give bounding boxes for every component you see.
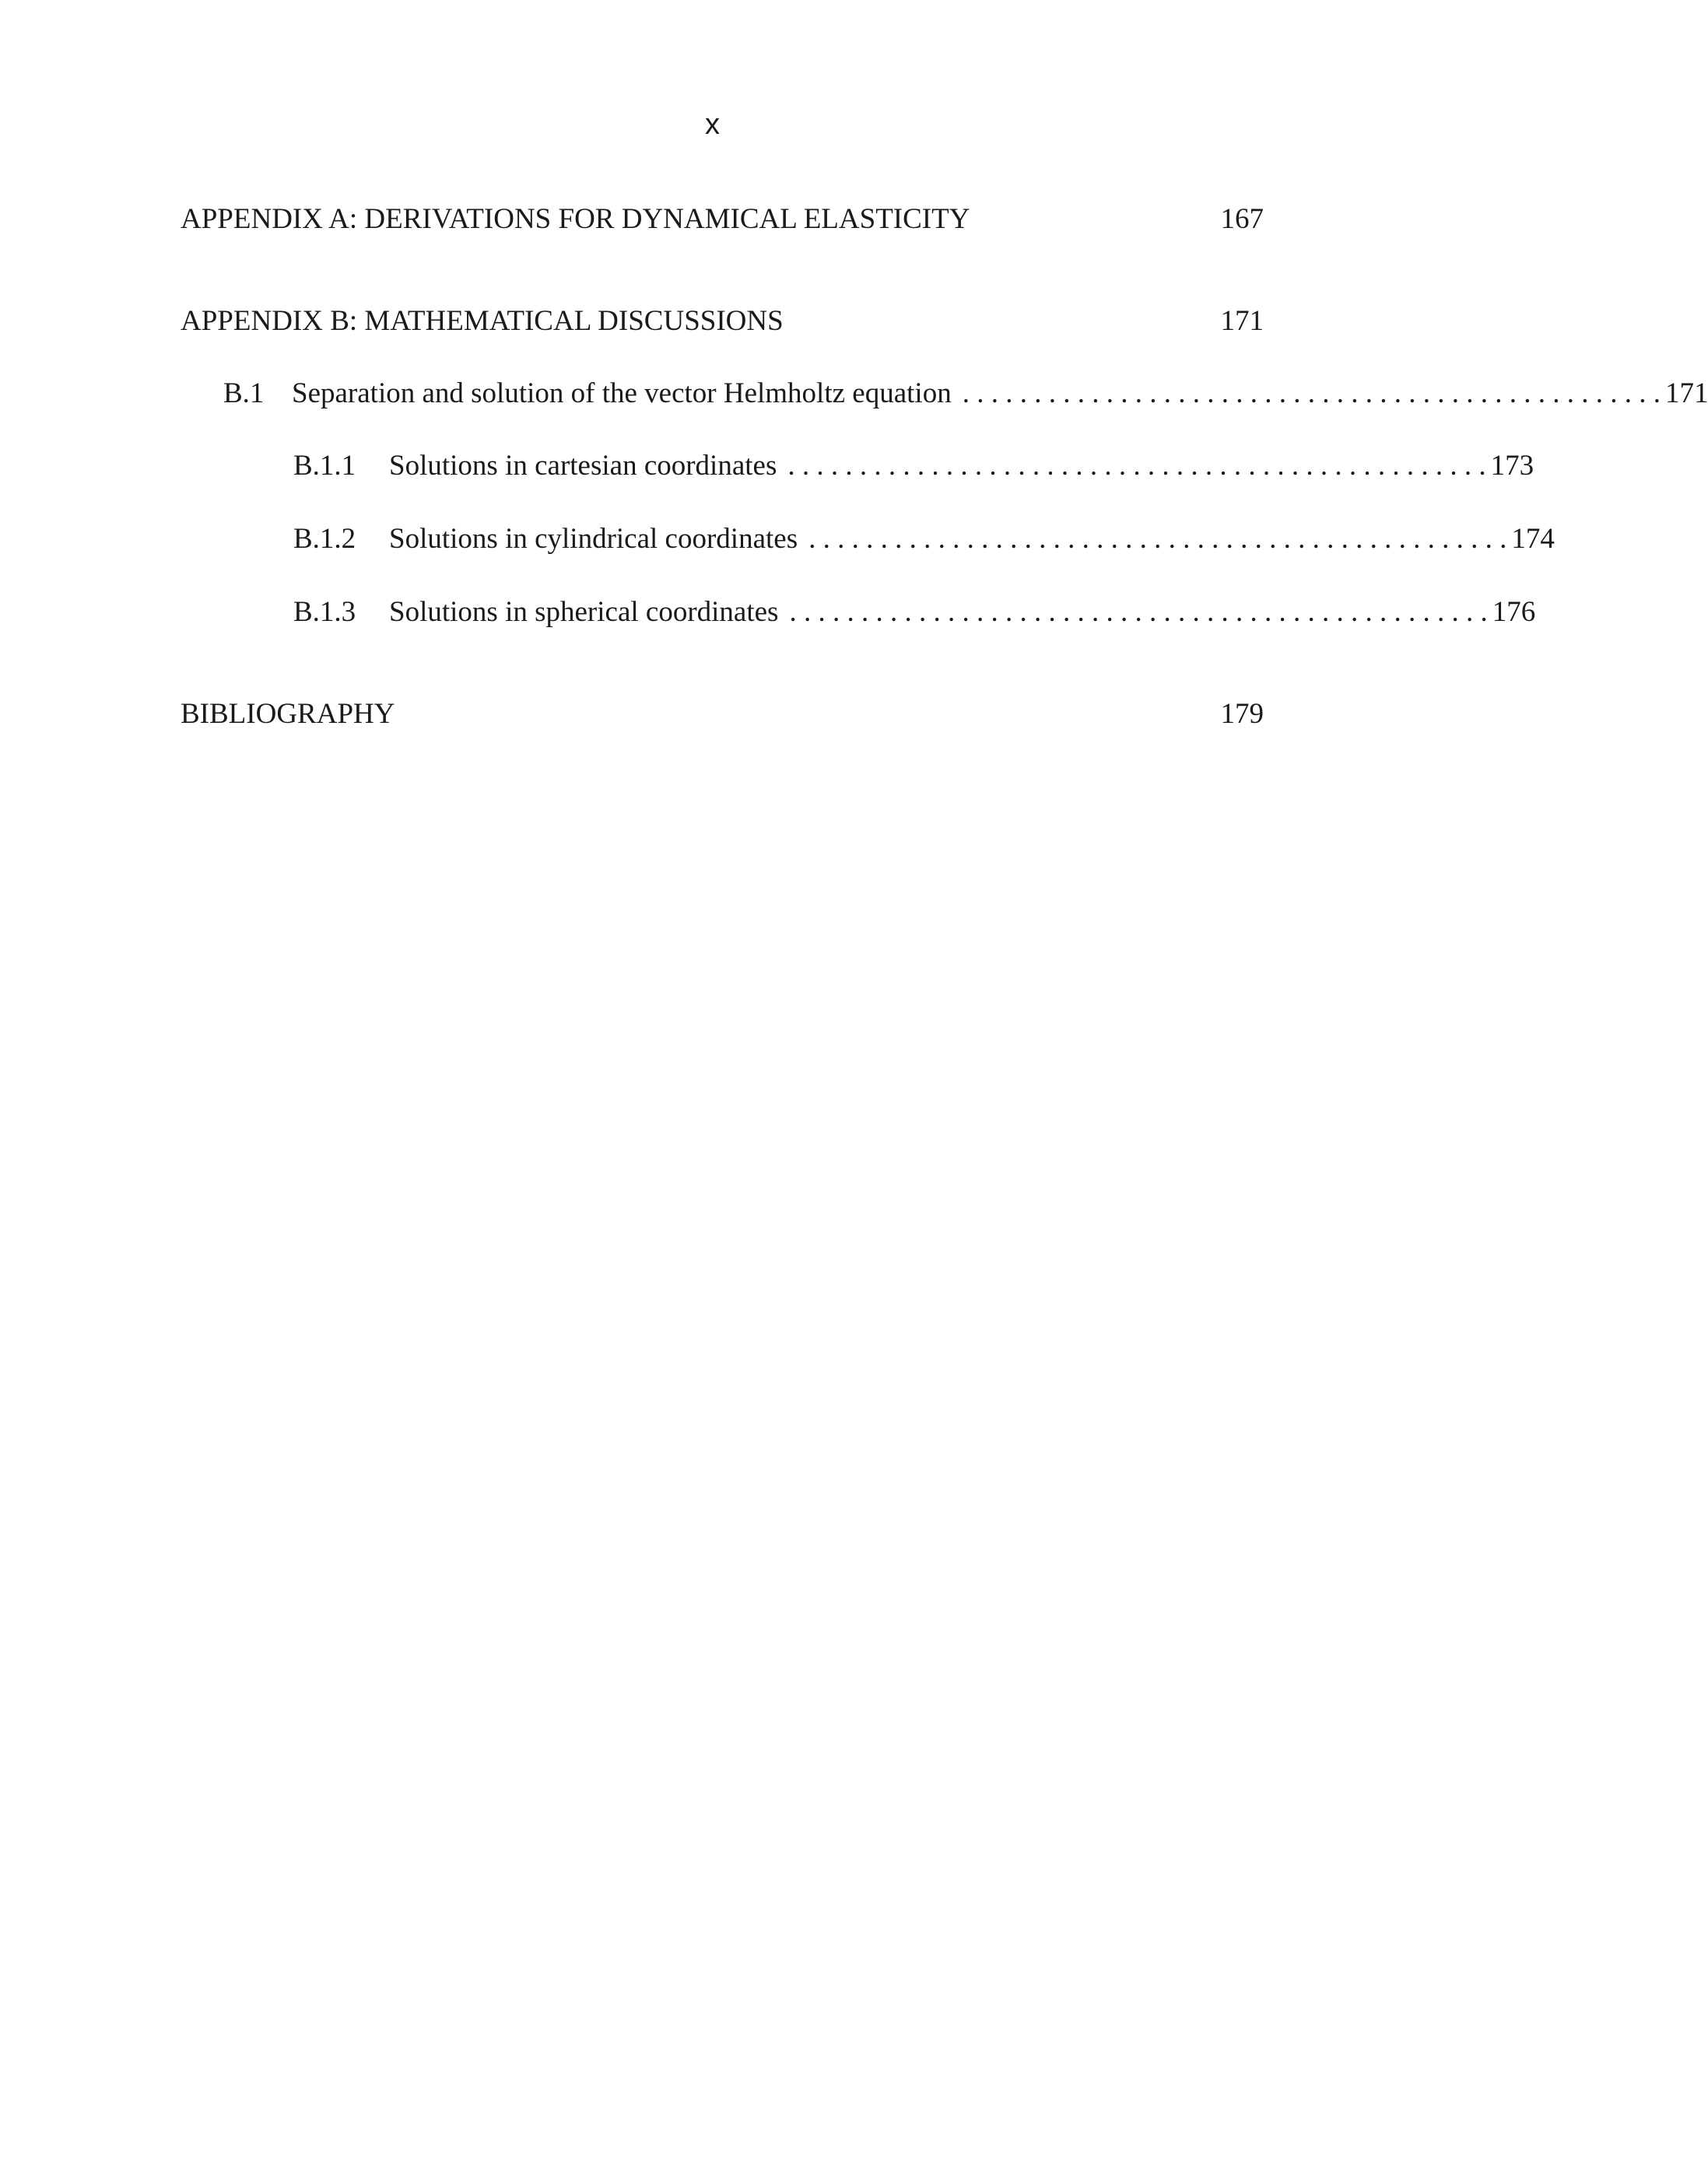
toc-entry-title: Separation and solution of the vector Helmholtz equation [292, 377, 952, 409]
dot-leader: . . . . . . . . . . . . . . . . . . . . . . . . . . . . . . . . . . . . . . . . . . . . . . . . . [808, 523, 1507, 555]
toc-entry-title: Solutions in cylindrical coordinates [389, 523, 798, 555]
toc-entry-number: B.1.3 [293, 596, 356, 628]
page-number: x [705, 108, 720, 141]
toc-entry-page: 167 [1220, 203, 1264, 235]
dot-leader: . . . . . . . . . . . . . . . . . . . . . . . . . . . . . . . . . . . . . . . . . . . . . . . . . [789, 596, 1488, 628]
toc-entry-page: 173 [1490, 450, 1534, 482]
toc-entry-title: APPENDIX A: DERIVATIONS FOR DYNAMICAL ELASTICITY [181, 203, 970, 235]
toc-entry-title: BIBLIOGRAPHY [181, 698, 395, 730]
toc-entry-page: 176 [1492, 596, 1536, 628]
toc-entry-number: B.1 [223, 377, 265, 409]
toc-entry-title: Solutions in cartesian coordinates [389, 450, 777, 482]
toc-entry-b12[interactable] [293, 522, 1555, 556]
dot-leader: . . . . . . . . . . . . . . . . . . . . . . . . . . . . . . . . . . . . . . . . . . . . . . . . . [787, 450, 1486, 482]
toc-entry-page: 174 [1511, 523, 1555, 555]
toc-entry-page: 171 [1664, 377, 1708, 409]
toc-entry-bibliography[interactable] [181, 697, 1264, 731]
toc-entry-title: APPENDIX B: MATHEMATICAL DISCUSSIONS [181, 305, 784, 337]
toc-entry-number: B.1.2 [293, 523, 356, 555]
toc-entry-number: B.1.1 [293, 450, 356, 482]
toc-entry-appendix-b[interactable] [181, 304, 1264, 338]
toc-entry-page: 171 [1220, 305, 1264, 337]
toc-entry-b11[interactable] [293, 449, 1534, 483]
dot-leader: . . . . . . . . . . . . . . . . . . . . . . . . . . . . . . . . . . . . . . . . . . . . . . . . . [962, 377, 1661, 409]
toc-entry-b13[interactable] [293, 595, 1536, 629]
toc-entry-title: Solutions in spherical coordinates [389, 596, 779, 628]
toc-entry-b1[interactable] [223, 377, 1708, 411]
toc-entry-appendix-a[interactable] [181, 202, 1264, 237]
toc-entry-page: 179 [1220, 698, 1264, 730]
